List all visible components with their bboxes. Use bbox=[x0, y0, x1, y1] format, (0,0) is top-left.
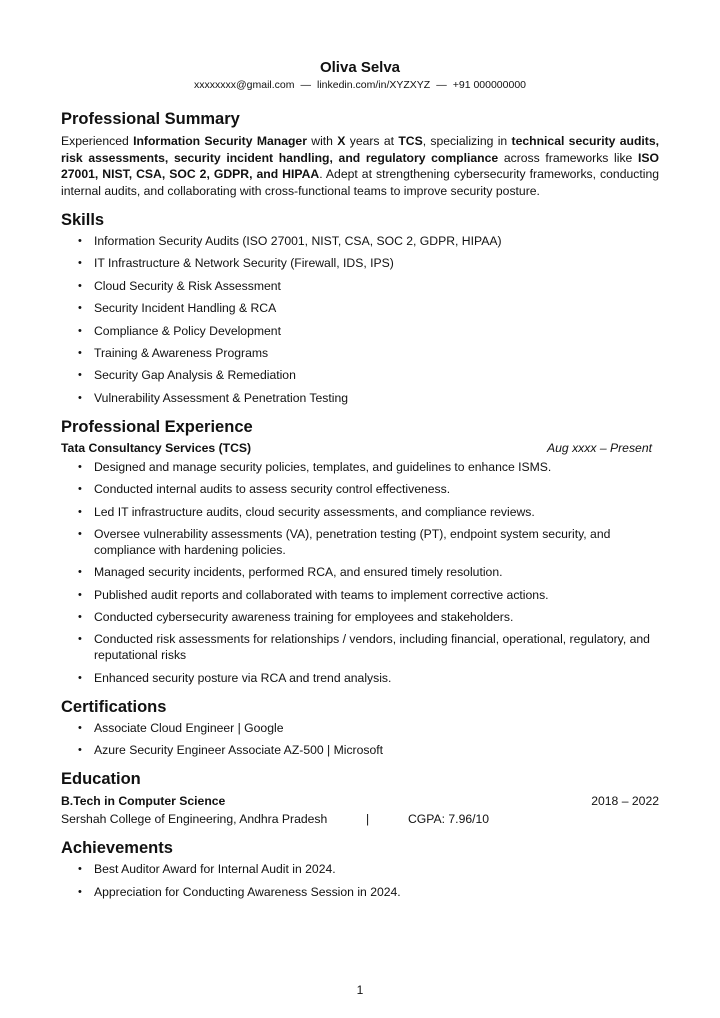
list-item: • Information Security Audits (ISO 27001, NIST, CSA, SOC 2, GDPR, HIPAA) bbox=[61, 233, 659, 249]
education-divider: | bbox=[366, 812, 370, 827]
section-heading-skills: Skills bbox=[61, 211, 105, 229]
list-item: • Managed security incidents, performed RCA, and ensured timely resolution. bbox=[61, 564, 659, 580]
list-item: • Cloud Security & Risk Assessment bbox=[61, 278, 659, 294]
separator: — bbox=[436, 79, 447, 91]
summary-text-run: across frameworks like bbox=[498, 150, 638, 165]
experience-list bbox=[61, 459, 659, 686]
education-years: 2018 – 2022 bbox=[591, 794, 659, 809]
linkedin-text: linkedin.com/in/XYZXYZ bbox=[317, 79, 431, 91]
list-item: • Compliance & Policy Development bbox=[61, 323, 659, 339]
section-heading-summary: Professional Summary bbox=[61, 110, 240, 128]
summary-emphasis: Information Security Manager bbox=[133, 134, 307, 148]
section-heading-achievements: Achievements bbox=[61, 839, 173, 858]
list-item: • Conducted cybersecurity awareness training for employees and stakeholders. bbox=[61, 609, 659, 625]
list-item: • Security Incident Handling & RCA bbox=[61, 300, 659, 316]
job-header bbox=[61, 440, 659, 456]
skills-list bbox=[61, 233, 659, 406]
summary-text-run: Experienced bbox=[61, 134, 134, 148]
summary-emphasis: ISO 27001, NIST, CSA, SOC 2, GDPR, and HIPAA bbox=[61, 150, 659, 181]
list-item: • Azure Security Engineer Associate AZ-500 | Microsoft bbox=[61, 742, 659, 758]
section-heading-experience: Professional Experience bbox=[61, 417, 253, 436]
list-item: • Published audit reports and collaborated with teams to implement corrective actions. bbox=[61, 587, 659, 603]
list-item: • Led IT infrastructure audits, cloud security assessments, and compliance reviews. bbox=[61, 504, 659, 520]
page-number: 1 bbox=[356, 983, 364, 997]
experience-section bbox=[61, 416, 659, 686]
list-item: • Enhanced security posture via RCA and trend analysis. bbox=[61, 670, 659, 686]
company-name: Tata Consultancy Services (TCS) bbox=[61, 440, 252, 455]
section-heading-education: Education bbox=[61, 770, 141, 789]
achievements-list bbox=[61, 861, 659, 899]
certifications-list bbox=[61, 720, 659, 758]
summary-paragraph bbox=[61, 133, 659, 199]
list-item: • Best Auditor Award for Internal Audit in 2024. bbox=[61, 861, 659, 877]
list-item: • Vulnerability Assessment & Penetration Testing bbox=[61, 390, 659, 406]
list-item: • IT Infrastructure & Network Security (Firewall, IDS, IPS) bbox=[61, 255, 659, 271]
education-details bbox=[61, 811, 659, 827]
list-item: • Conducted risk assessments for relationships / vendors, including financial, operational, regulatory, and reputational risks bbox=[61, 631, 659, 663]
list-item: • Designed and manage security policies, templates, and guidelines to enhance ISMS. bbox=[61, 459, 659, 475]
cgpa-text: CGPA: 7.96/10 bbox=[408, 812, 490, 827]
summary-text-run: , specializing in bbox=[422, 134, 512, 148]
candidate-name: Oliva Selva bbox=[319, 59, 401, 76]
education-section bbox=[61, 768, 659, 827]
list-item: • Oversee vulnerability assessments (VA), penetration testing (PT), endpoint system security, and compliance with hardening policies. bbox=[61, 526, 659, 558]
email-text: xxxxxxxx@gmail.com bbox=[193, 79, 295, 91]
separator: — bbox=[300, 79, 311, 91]
section-heading-certifications: Certifications bbox=[61, 697, 167, 716]
summary-text-run: with bbox=[306, 134, 338, 148]
contact-line bbox=[61, 78, 659, 92]
summary-text-run: years at bbox=[345, 134, 399, 148]
summary-text-run: . Adept at strengthening cybersecurity frameworks, conducting internal audits, and collaborating with cross-functional teams to improve security posture. bbox=[61, 167, 659, 198]
certifications-section bbox=[61, 696, 659, 758]
achievements-section bbox=[61, 837, 659, 899]
list-item: • Associate Cloud Engineer | Google bbox=[61, 720, 659, 736]
phone-text: +91 000000000 bbox=[452, 79, 527, 91]
summary-emphasis: technical security audits, risk assessments, security incident handling, and regulatory compliance bbox=[61, 134, 660, 165]
education-header bbox=[61, 793, 659, 809]
resume-page bbox=[61, 58, 659, 906]
list-item: • Security Gap Analysis & Remediation bbox=[61, 367, 659, 383]
job-dates: Aug xxxx – Present bbox=[547, 440, 652, 455]
skills-section bbox=[61, 209, 659, 406]
degree-title: B.Tech in Computer Science bbox=[61, 794, 226, 809]
summary-emphasis: TCS bbox=[398, 134, 423, 148]
summary-section bbox=[61, 108, 659, 199]
list-item: • Conducted internal audits to assess security control effectiveness. bbox=[61, 481, 659, 497]
list-item: • Training & Awareness Programs bbox=[61, 345, 659, 361]
college-name: Sershah College of Engineering, Andhra Pradesh bbox=[61, 812, 328, 827]
list-item: • Appreciation for Conducting Awareness Session in 2024. bbox=[61, 884, 659, 900]
summary-emphasis: X bbox=[337, 134, 346, 148]
